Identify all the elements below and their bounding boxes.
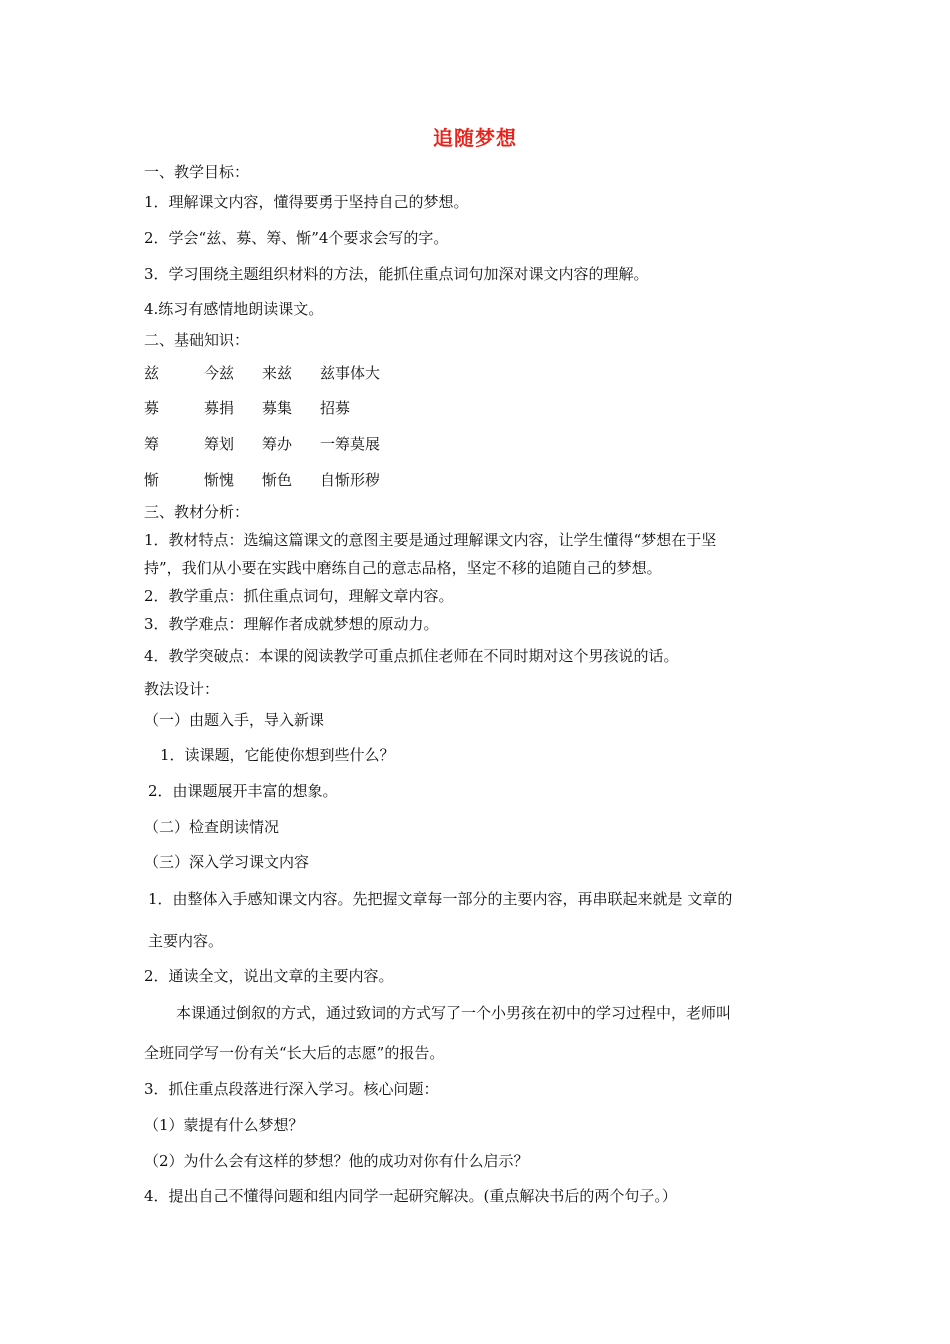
method-line: 3．抓住重点段落进行深入学习。核心问题：: [144, 1080, 439, 1098]
analysis-item: 持”，我们从小要在实践中磨练自己的意志品格，坚定不移的追随自己的梦想。: [144, 559, 662, 577]
vocab-word: 自惭形秽: [320, 471, 381, 489]
vocab-row: [144, 470, 544, 490]
analysis-item: 3．教学难点：理解作者成就梦想的原动力。: [144, 615, 439, 633]
vocab-word: 募集: [262, 399, 293, 417]
vocab-word: 兹事体大: [320, 364, 381, 382]
objectives-heading: 一、教学目标：: [144, 163, 250, 181]
method-line: 2．通读全文，说出文章的主要内容。: [144, 967, 394, 985]
method-line: 主要内容。: [148, 932, 224, 950]
vocab-word: 一筹莫展: [320, 435, 381, 453]
objective-item: 1．理解课文内容，懂得要勇于坚持自己的梦想。: [144, 193, 469, 211]
basics-heading: 二、基础知识：: [144, 331, 250, 349]
method-line: 1．读课题，它能使你想到些什么？: [160, 746, 395, 764]
vocab-word: 今兹: [204, 364, 235, 382]
method-line: 本课通过倒叙的方式，通过致词的方式写了一个小男孩在初中的学习过程中，老师叫: [176, 1004, 732, 1022]
objective-item: 4.练习有感情地朗读课文。: [144, 300, 324, 318]
vocab-char: 兹: [144, 364, 160, 382]
vocab-word: 筹划: [204, 435, 235, 453]
method-line: 全班同学写一份有关“长大后的志愿”的报告。: [144, 1044, 445, 1062]
vocab-char: 惭: [144, 471, 160, 489]
method-line: 1．由整体入手感知课文内容。先把握文章每一部分的主要内容，再串联起来就是 文章的: [148, 890, 733, 908]
analysis-item: 4．教学突破点：本课的阅读教学可重点抓住老师在不同时期对这个男孩说的话。: [144, 647, 679, 665]
analysis-heading: 三、教材分析：: [144, 503, 250, 521]
method-line: （一）由题入手，导入新课: [144, 711, 325, 729]
vocab-char: 募: [144, 399, 160, 417]
method-line: 4．提出自己不懂得问题和组内同学一起研究解决。(重点解决书后的两个句子。）: [144, 1187, 677, 1205]
vocab-word: 筹办: [262, 435, 293, 453]
objective-item: 3．学习围绕主题组织材料的方法，能抓住重点词句加深对课文内容的理解。: [144, 265, 649, 283]
vocab-row: [144, 434, 544, 454]
vocab-word: 招募: [320, 399, 351, 417]
method-line: （1）蒙提有什么梦想？: [144, 1116, 304, 1134]
method-line: 2．由课题展开丰富的想象。: [148, 782, 338, 800]
vocab-char: 筹: [144, 435, 160, 453]
analysis-item: 1．教材特点：选编这篇课文的意图主要是通过理解课文内容，让学生懂得“梦想在于坚: [144, 531, 717, 549]
page-title: 追随梦想: [433, 126, 517, 150]
vocab-row: [144, 398, 544, 418]
vocab-row: [144, 363, 544, 383]
analysis-item: 2．教学重点：抓住重点词句，理解文章内容。: [144, 587, 454, 605]
vocab-word: 惭愧: [204, 471, 235, 489]
vocab-word: 惭色: [262, 471, 293, 489]
method-line: （2）为什么会有这样的梦想？他的成功对你有什么启示？: [144, 1152, 529, 1170]
method-heading: 教法设计：: [144, 680, 220, 698]
method-line: （二）检查朗读情况: [144, 818, 280, 836]
vocab-word: 来兹: [262, 364, 293, 382]
method-line: （三）深入学习课文内容: [144, 853, 310, 871]
vocab-word: 募捐: [204, 399, 235, 417]
objective-item: 2．学会“兹、募、筹、惭”4个要求会写的字。: [144, 229, 449, 247]
